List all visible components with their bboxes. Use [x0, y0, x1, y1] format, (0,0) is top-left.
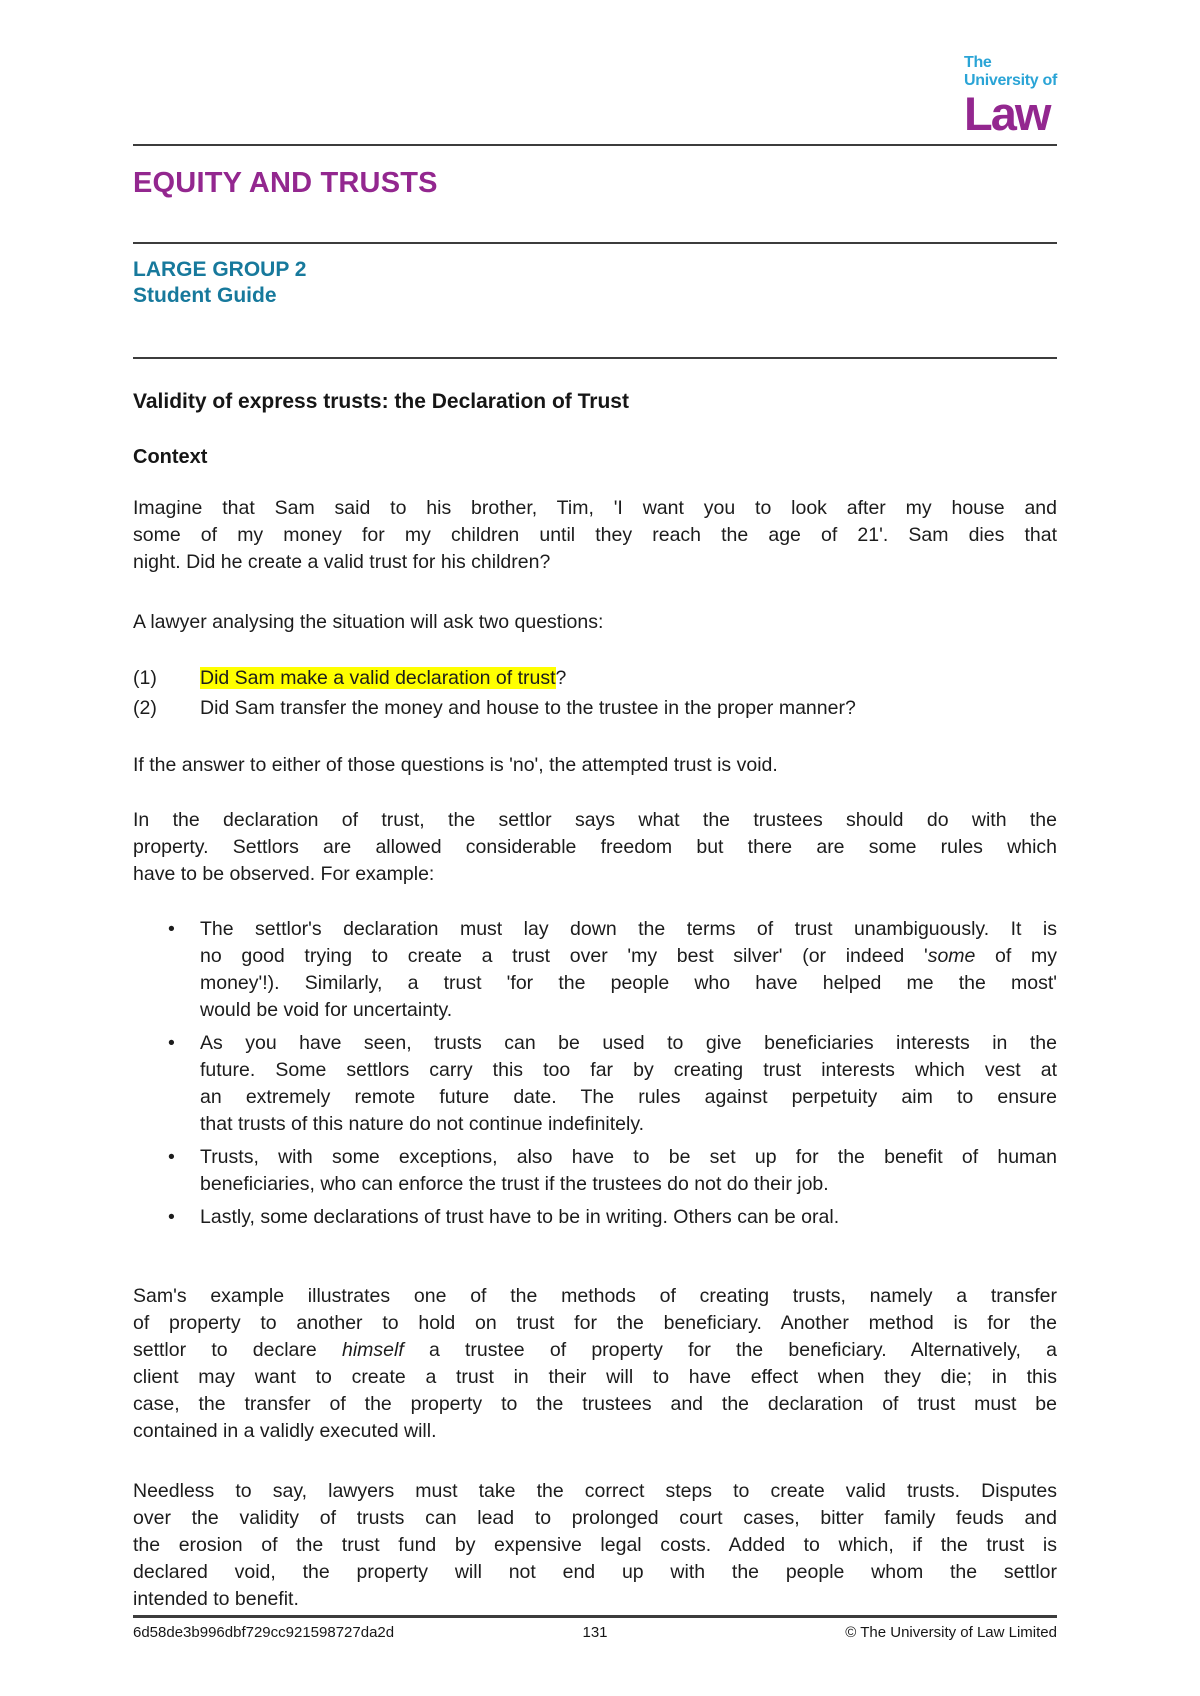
item-text: Did Sam transfer the money and house to the trustee in the proper manner? [200, 697, 856, 719]
bullet-line: would be void for uncertainty. [200, 999, 453, 1021]
paragraph-if-answer: If the answer to either of those questions is 'no', the attempted trust is void. [133, 754, 778, 776]
bullet-item-writing [133, 1204, 1057, 1231]
section-rule [133, 357, 1057, 359]
university-of-law-logo [963, 54, 1057, 140]
item-number: (1) [133, 667, 157, 689]
bullet-icon: • [168, 1206, 175, 1228]
bullet-line: The settlor's declaration must lay down the terms of trust unambiguously. It is [200, 918, 1057, 940]
paragraph-sams-example [133, 1283, 1057, 1445]
group-subheading: Student Guide [133, 284, 277, 307]
page-footer [133, 1615, 1057, 1641]
paragraph-line: over the validity of trusts can lead to prolonged court cases, bitter family feuds and [133, 1507, 1057, 1529]
bullet-line: Trusts, with some exceptions, also have to be set up for the benefit of human [200, 1146, 1057, 1168]
paragraph-line: some of my money for my children until they reach the age of 21'. Sam dies that [133, 524, 1057, 546]
context-heading: Context [133, 446, 208, 468]
numbered-list [133, 663, 1057, 723]
item-text-tail: ? [555, 667, 567, 689]
paragraph-line-segment: a trustee of property for the beneficiary. Alternatively, a [403, 1339, 1058, 1361]
highlighted-text: Did Sam make a valid declaration of trust [200, 667, 556, 689]
logo-university-of: University of [963, 72, 1057, 89]
logo-the: The [963, 54, 992, 71]
header-rule [133, 144, 1057, 146]
paragraph-line: Needless to say, lawyers must take the correct steps to create valid trusts. Disputes [133, 1480, 1057, 1502]
bullet-line: Lastly, some declarations of trust have to be in writing. Others can be oral. [200, 1206, 840, 1228]
bullet-line: beneficiaries, who can enforce the trust if the trustees do not do their job. [200, 1173, 829, 1195]
paragraph-line-segment: settlor to declare [133, 1339, 342, 1361]
title-rule [133, 242, 1057, 244]
paragraph-declaration [133, 807, 1057, 888]
document-title: EQUITY AND TRUSTS [133, 167, 438, 199]
bullet-line: money'!). Similarly, a trust 'for the people who have helped me the most' [200, 972, 1057, 994]
bullet-list [133, 916, 1057, 1231]
bullet-icon: • [168, 1032, 175, 1054]
paragraph-line: property. Settlors are allowed considerable freedom but there are some rules which [133, 836, 1057, 858]
numbered-item-2 [133, 693, 1057, 723]
bullet-text [200, 1204, 1057, 1231]
section-heading: Validity of express trusts: the Declaration of Trust [133, 390, 629, 413]
bullet-line: that trusts of this nature do not continue indefinitely. [200, 1113, 645, 1135]
bullet-icon: • [168, 918, 175, 940]
bullet-item-future-interests [133, 1030, 1057, 1138]
bullet-text [200, 1030, 1057, 1138]
paragraph-lawyer-questions: A lawyer analysing the situation will ask two questions: [133, 611, 604, 633]
item-number: (2) [133, 697, 157, 719]
paragraph-line: declared void, the property will not end up with the people whom the settlor [133, 1561, 1057, 1583]
paragraph-line: of property to another to hold on trust for the beneficiary. Another method is for the [133, 1312, 1057, 1334]
bullet-item-terms [133, 916, 1057, 1024]
bullet-line: future. Some settlors carry this too far by creating trust interests which vest at [200, 1059, 1057, 1081]
paragraph-line: intended to benefit. [133, 1588, 299, 1610]
paragraph-line: In the declaration of trust, the settlor says what the trustees should do with the [133, 809, 1057, 831]
paragraph-line: Sam's example illustrates one of the methods of creating trusts, namely a transfer [133, 1285, 1057, 1307]
numbered-item-1 [133, 663, 1057, 693]
group-heading: LARGE GROUP 2 [133, 258, 307, 281]
bullet-item-human-beneficiaries [133, 1144, 1057, 1198]
bullet-line: an extremely remote future date. The rules against perpetuity aim to ensure [200, 1086, 1057, 1108]
bullet-text [200, 916, 1057, 1024]
bullet-icon: • [168, 1146, 175, 1168]
paragraph-line: the erosion of the trust fund by expensive legal costs. Added to which, if the trust is [133, 1534, 1057, 1556]
bullet-line: As you have seen, trusts can be used to give beneficiaries interests in the [200, 1032, 1057, 1054]
paragraph-line: night. Did he create a valid trust for his children? [133, 551, 551, 573]
paragraph-needless-to-say [133, 1478, 1057, 1613]
logo-law: Law [963, 87, 1050, 140]
paragraph-imagine [133, 495, 1057, 576]
footer-copyright: © The University of Law Limited [845, 1624, 1057, 1641]
paragraph-line: Imagine that Sam said to his brother, Tim, 'I want you to look after my house and [133, 497, 1057, 519]
bullet-line [200, 943, 1057, 970]
footer-page-number: 131 [582, 1624, 608, 1641]
bullet-line-segment: no good trying to create a trust over 'my best silver' (or indeed ' [200, 945, 928, 967]
italic-word-himself: himself [341, 1339, 404, 1361]
bullet-line-segment: of my [975, 945, 1057, 967]
footer-document-id: 6d58de3b996dbf729cc921598727da2d [133, 1624, 395, 1641]
paragraph-line: case, the transfer of the property to the trustees and the declaration of trust must be [133, 1393, 1057, 1415]
bullet-text [200, 1144, 1057, 1198]
paragraph-line: have to be observed. For example: [133, 863, 435, 885]
paragraph-line: contained in a validly executed will. [133, 1420, 437, 1442]
italic-word-some: some [927, 945, 976, 967]
paragraph-line [133, 1337, 1057, 1364]
item-text [200, 663, 1057, 693]
paragraph-line: client may want to create a trust in their will to have effect when they die; in this [133, 1366, 1057, 1388]
